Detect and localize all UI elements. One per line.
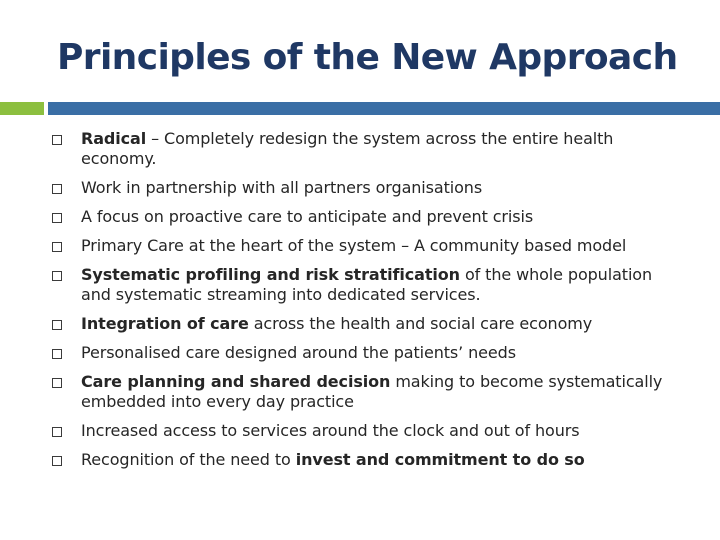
bullet-item-investment xyxy=(52,450,672,470)
title-accent-bar-blue xyxy=(48,102,720,115)
square-bullet-icon xyxy=(52,378,62,388)
bullet-item-care-planning xyxy=(52,372,672,412)
square-bullet-icon xyxy=(52,135,62,145)
bullet-item-primary-care xyxy=(52,236,672,256)
slide-title: Principles of the New Approach xyxy=(57,37,678,78)
square-bullet-icon xyxy=(52,456,62,466)
bullet-text: A focus on proactive care to anticipate and prevent crisis xyxy=(81,207,534,226)
bullet-text: Increased access to services around the clock and out of hours xyxy=(81,421,580,440)
bullet-list xyxy=(52,129,672,479)
bullet-text: of the whole population and systematic streaming into dedicated services. xyxy=(81,265,653,304)
bullet-item-integration xyxy=(52,314,672,334)
bullet-text: Recognition of the need to xyxy=(81,450,296,469)
bullet-item-access xyxy=(52,421,672,441)
bullet-text: Work in partnership with all partners organisations xyxy=(81,178,483,197)
bullet-bold-text: invest and commitment to do so xyxy=(295,450,585,469)
bullet-text: making to become systematically embedded into every day practice xyxy=(81,372,663,411)
square-bullet-icon xyxy=(52,320,62,330)
square-bullet-icon xyxy=(52,427,62,437)
bullet-text: – Completely redesign the system across the entire health economy. xyxy=(81,129,614,168)
bullet-text: across the health and social care economy xyxy=(248,314,593,333)
square-bullet-icon xyxy=(52,349,62,359)
square-bullet-icon xyxy=(52,271,62,281)
bullet-bold-text: Integration of care xyxy=(81,314,249,333)
bullet-bold-text: Radical xyxy=(81,129,147,148)
square-bullet-icon xyxy=(52,213,62,223)
square-bullet-icon xyxy=(52,184,62,194)
bullet-text: Personalised care designed around the patients’ needs xyxy=(81,343,516,362)
bullet-item-profiling xyxy=(52,265,672,305)
square-bullet-icon xyxy=(52,242,62,252)
bullet-item-partnership xyxy=(52,178,672,198)
bullet-text: Primary Care at the heart of the system – A community based model xyxy=(81,236,627,255)
bullet-item-radical xyxy=(52,129,672,169)
bullet-bold-text: Systematic profiling and risk stratification xyxy=(81,265,460,284)
title-accent-bar-green xyxy=(0,102,44,115)
bullet-item-personalised-care xyxy=(52,343,672,363)
bullet-item-proactive-care xyxy=(52,207,672,227)
bullet-bold-text: Care planning and shared decision xyxy=(81,372,391,391)
